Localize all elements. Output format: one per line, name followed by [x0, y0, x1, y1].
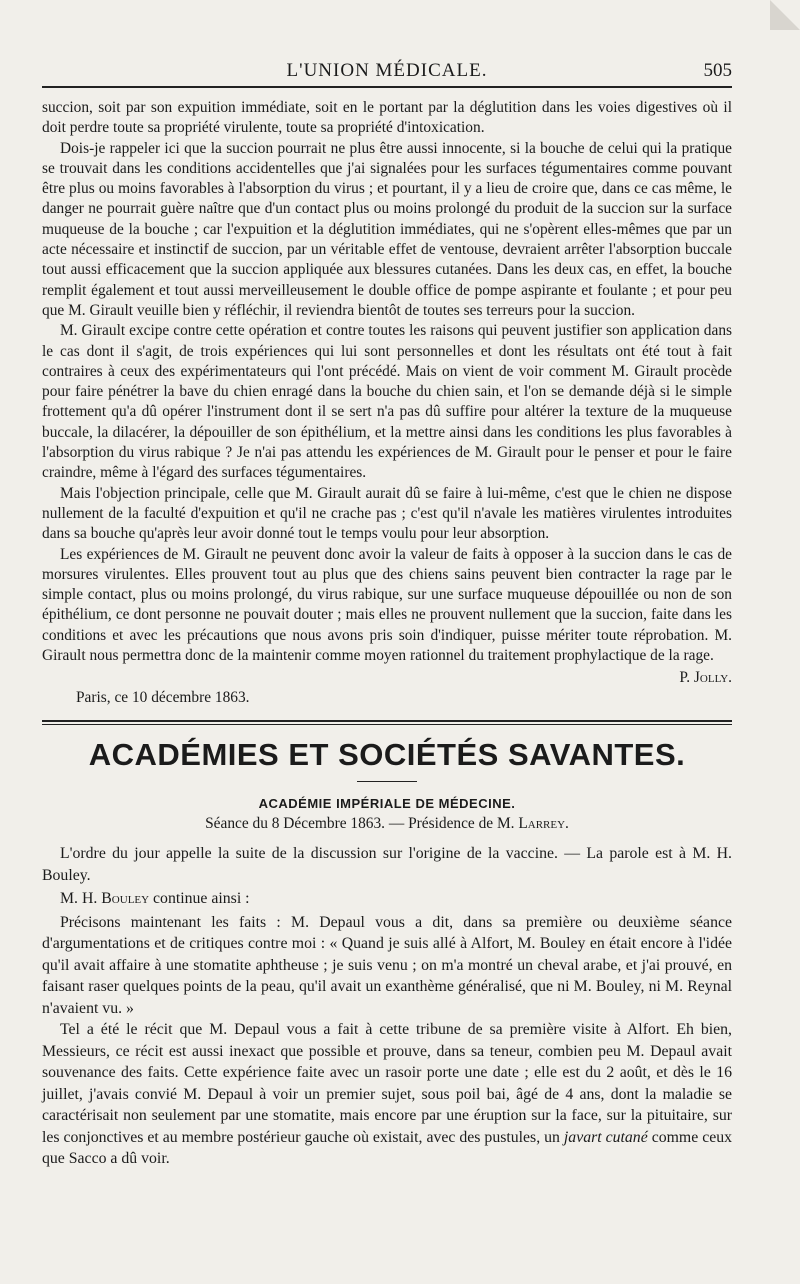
- report-paragraph: [42, 888, 732, 910]
- journal-page: [42, 56, 732, 1170]
- journal-title: L'UNION MÉDICALE.: [286, 60, 488, 81]
- article-paragraph: Dois-je rappeler ici que la succion pourrait ne plus être aussi innocente, si la bouche de celui qui la pratique se trouvait dans les conditions accidentelles que j'ai signalées pour les surfaces tégumentaires comme pouvant être plus ou moins favorables à l'absorption du virus ; et pourtant, il y a lieu de croire que, dans ce cas même, le danger ne pourrait guère naître que d'un contact plus ou moins prolongé du produit de la succion sur la surface muqueuse de la bouche ; car l'expuition et la déglutition immédiates, qui ne s'opèrent elles-mêmes que par un acte nécessaire et instinctif de succion, par un véritable effet de ventouse, devraient arrêter l'absorption buccale tout aussi efficacement que la succion appliquée aux blessures cutanées. Dans les deux cas, en effet, la bouche remplit également et tout aussi merveilleusement le double office de pompe aspirante et foulante ; et pour peu que M. Girault veuille bien y réfléchir, il reviendra bientôt de toutes ses terreurs pour la succion.: [42, 139, 732, 319]
- report-paragraph: Précisons maintenant les faits : M. Depaul vous a dit, dans sa première ou deuxième séance d'argumentations et de critiques contre moi : « Quand je suis allé à Alfort, M. Bouley en était encore à l'idée qu'il avait affaire à une stomatite aphtheuse ; je suis venu ; on m'a montré un cheval arabe, et j'ai prouvé, en faisant raser quelques points de la peau, qu'il avait un exanthème généralisé, que ni M. Bouley, ni M. Reynal n'avaient vu. »: [42, 913, 732, 1017]
- running-header: [42, 56, 732, 88]
- report-paragraph: [42, 1019, 732, 1170]
- report-paragraph: L'ordre du jour appelle la suite de la discussion sur l'origine de la vaccine. — La parole est à M. H. Bouley.: [42, 845, 732, 884]
- article-paragraph: succion, soit par son expuition immédiate, soit en le portant par la déglutition dans les voies digestives où il doit perdre toute sa propriété virulente, toute sa propriété d'intoxication.: [42, 99, 732, 137]
- article-paragraph: Les expériences de M. Girault ne peuvent donc avoir la valeur de faits à opposer à la succion dans le cas de morsures virulentes. Elles prouvent tout au plus que des chiens sains peuvent bien contracter la rage par le simple contact, plus ou moins prolongé, du virus rabique, sur une surface muqueuse dépouillée ou non de son épithélium, ce dont personne ne pouvait douter ; mais elles ne prouvent nullement que la succion, faite dans les conditions et avec les précautions que nous avons pris soin d'indiquer, puisse mériter toute réprobation. M. Girault nous permettra donc de la maintenir comme moyen rationnel du traitement prophylactique de la rage.: [42, 545, 732, 665]
- report-text: Tel a été le récit que M. Depaul vous a fait à cette tribune de sa première visite à Alfort. Eh bien, Messieurs, ce récit est aussi inexact que possible et prouve, dans sa teneur, combien peu M. Depaul avait souvenance des faits. Cette expérience faite avec un rasoir porte une date ; elle est du 2 août, et dès le 16 juillet, j'avais convié M. Depaul à voir un premier sujet, sous poil bai, âgé de 4 ans, dont la maladie se caractérisait non seulement par une stomatite, mais encore par une éruption sur la face, sur la pituitaire, sur les conjonctives et au membre postérieur gauche où existait, avec des pustules, un: [42, 1021, 732, 1146]
- article-paragraph: M. Girault excipe contre cette opération et contre toutes les raisons qui peuvent justifier son application dans le cas dont il s'agit, de trois expériences qui lui sont personnelles et dont les résultats ont été tout à fait contraires à ceux des expérimentateurs qui l'ont précédé. Mais on vient de voir comment M. Girault procède pour faire pénétrer la bave du chien enragé dans la bouche du chien sain, et l'on se demande déjà si le simple frottement qu'a dû opérer l'instrument dont il se sert n'a pas dû suffire pour altérer la texture de la muqueuse buccale, la dilacérer, la dépouiller de son épithélium, et la mettre ainsi dans les conditions les plus favorables à l'absorption du virus rabique ? Je n'ai pas attendu les expériences de M. Girault pour le penser et pour le faire craindre, même à l'égard des surfaces tégumentaires.: [42, 322, 732, 482]
- article-dateline: Paris, ce 10 décembre 1863.: [76, 689, 250, 707]
- session-prefix: Séance du 8 Décembre 1863. — Présidence de M.: [205, 815, 515, 833]
- report-emphasis: javart cutané: [563, 1128, 648, 1146]
- speaker-prefix: M. H.: [60, 890, 98, 908]
- article-paragraph: Mais l'objection principale, celle que M. Girault aurait dû se faire à lui-même, c'est que le chien ne dispose nullement de la faculté d'expuition et qu'il ne crache pas ; c'est qu'il n'avale les matières virulentes introduites dans sa bouche qu'après leur avoir donné tout le temps voulu pour leur absorption.: [42, 484, 732, 543]
- short-rule: [357, 781, 417, 782]
- report-text: comme ceux que Sacco a dû voir.: [42, 1128, 733, 1168]
- subsection-title: ACADÉMIE IMPÉRIALE DE MÉDECINE.: [258, 796, 516, 812]
- speaker-suffix: continue ainsi :: [153, 890, 250, 908]
- speaker-name: Bouley: [101, 890, 150, 908]
- page-corner-fold: [770, 0, 800, 30]
- article-body: [42, 98, 732, 708]
- section-title: ACADÉMIES ET SOCIÉTÉS SAVANTES.: [88, 737, 686, 773]
- session-president: Larrey.: [518, 815, 569, 833]
- author-signature: P. Jolly.: [679, 669, 732, 687]
- session-line: [42, 815, 732, 833]
- section-separator: [42, 720, 732, 725]
- page-number: 505: [703, 60, 732, 81]
